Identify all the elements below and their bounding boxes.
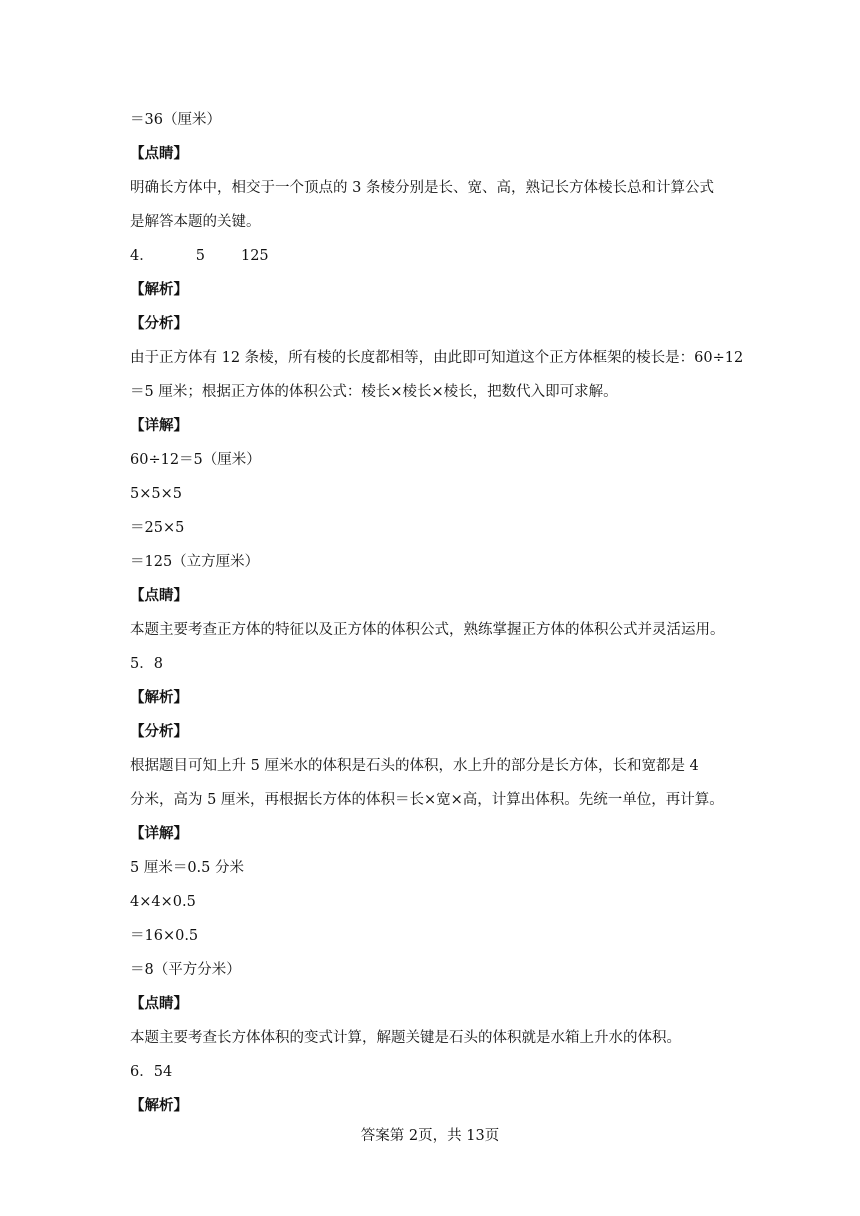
text-line: ＝5 厘米；根据正方体的体积公式：棱长×棱长×棱长，把数代入即可求解。	[130, 384, 618, 400]
equation-line: 5 厘米＝0.5 分米	[130, 860, 245, 876]
equation-line: 4×4×0.5	[130, 894, 196, 910]
equation-line: ＝16×0.5	[130, 928, 199, 944]
answer-line: 5．8	[130, 656, 163, 672]
text-line: 根据题目可知上升 5 厘米水的体积是石头的体积，水上升的部分是长方体，长和宽都是 4	[130, 758, 699, 774]
answer-blank-2: 125	[240, 248, 269, 264]
text-line: 由于正方体有 12 条棱，所有棱的长度都相等，由此即可知道这个正方体框架的棱长是：60÷12	[130, 350, 744, 366]
answer-blank-1: 5	[195, 248, 205, 264]
page-footer: 答案第 2页，共 13页	[360, 1128, 500, 1144]
equation-line: 5×5×5	[130, 486, 182, 502]
text-line: 分米，高为 5 厘米，再根据长方体的体积＝长×宽×高，计算出体积。先统一单位，再计算。	[130, 792, 724, 808]
section-heading: 【解析】	[130, 1097, 188, 1114]
equation-line: 60÷12＝5（厘米）	[130, 452, 261, 468]
equation-line: ＝8（平方分米）	[130, 962, 241, 978]
text-line: 明确长方体中，相交于一个顶点的 3 条棱分别是长、宽、高，熟记长方体棱长总和计算公式	[130, 180, 714, 196]
question-number: 4．	[130, 248, 154, 264]
text-line: ＝36（厘米）	[130, 112, 221, 128]
section-heading: 【解析】	[130, 689, 188, 706]
section-heading: 【分析】	[130, 315, 188, 332]
section-heading: 【详解】	[130, 825, 188, 842]
section-heading: 【详解】	[130, 417, 188, 434]
text-line: 是解答本题的关键。	[130, 214, 261, 230]
section-heading: 【分析】	[130, 723, 188, 740]
text-line: 本题主要考查正方体的特征以及正方体的体积公式，熟练掌握正方体的体积公式并灵活运用。	[130, 622, 725, 638]
section-heading: 【点睛】	[130, 587, 188, 604]
section-heading: 【解析】	[130, 281, 188, 298]
equation-line: ＝25×5	[130, 520, 185, 536]
text-line: 本题主要考查长方体体积的变式计算，解题关键是石头的体积就是水箱上升水的体积。	[130, 1030, 681, 1046]
section-heading: 【点睛】	[130, 145, 188, 162]
answer-line	[130, 246, 269, 266]
equation-line: ＝125（立方厘米）	[130, 554, 260, 570]
answer-line: 6．54	[130, 1064, 173, 1080]
section-heading: 【点睛】	[130, 995, 188, 1012]
